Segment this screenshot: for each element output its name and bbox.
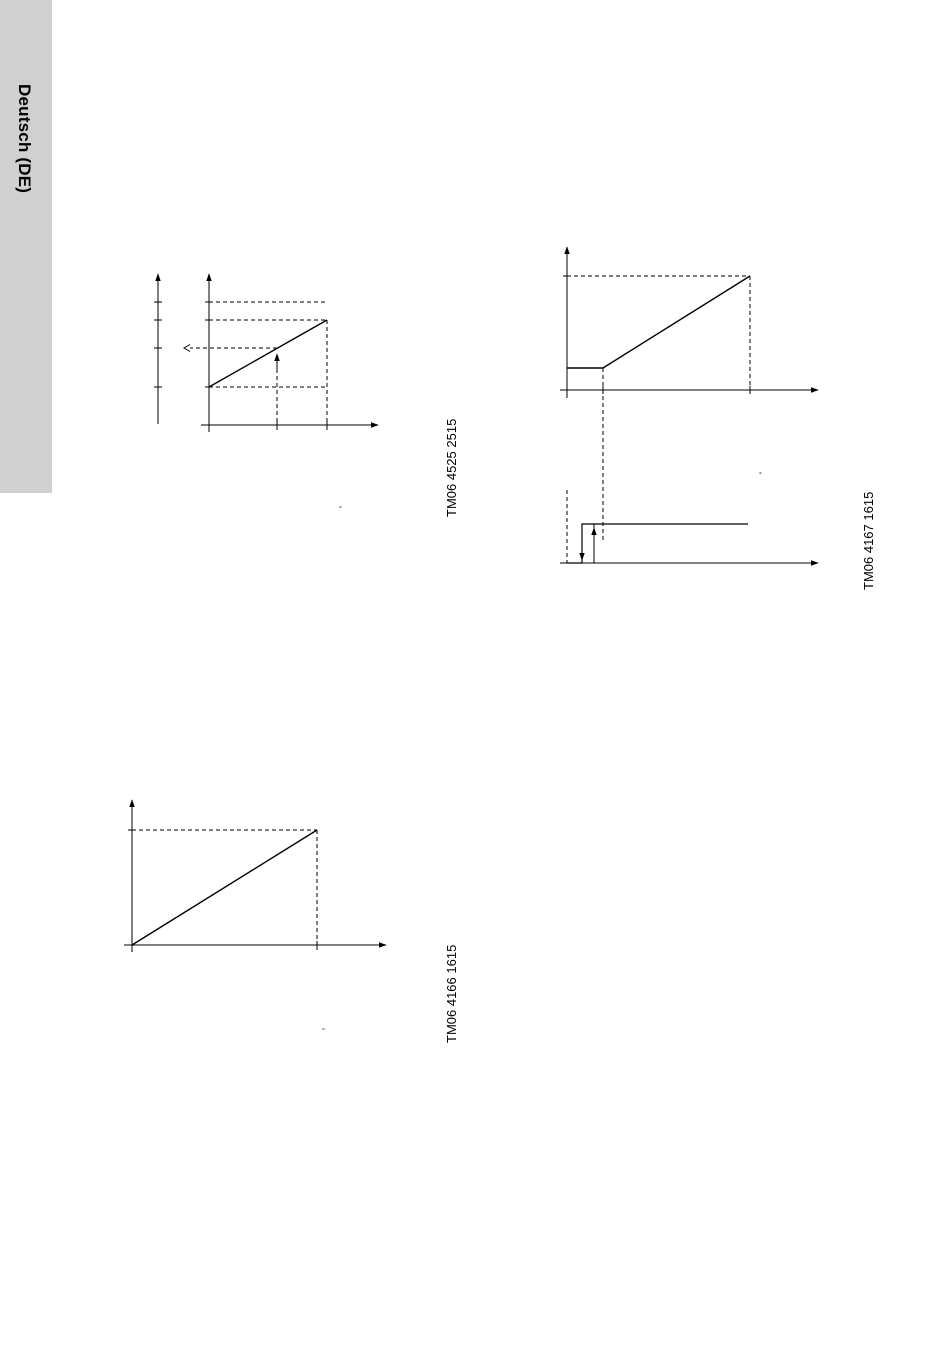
figure-1-mark: °	[339, 506, 342, 513]
figure-2-mark: °	[759, 472, 762, 479]
figure-1-code: TM06 4525 2515	[444, 418, 459, 517]
figure-3-mark: °	[322, 1028, 325, 1035]
characteristic-line	[132, 830, 317, 945]
figure-2-code: TM06 4167 1615	[861, 491, 876, 590]
language-label: Deutsch (DE)	[15, 84, 34, 194]
figure-3-code: TM06 4166 1615	[444, 944, 459, 1043]
